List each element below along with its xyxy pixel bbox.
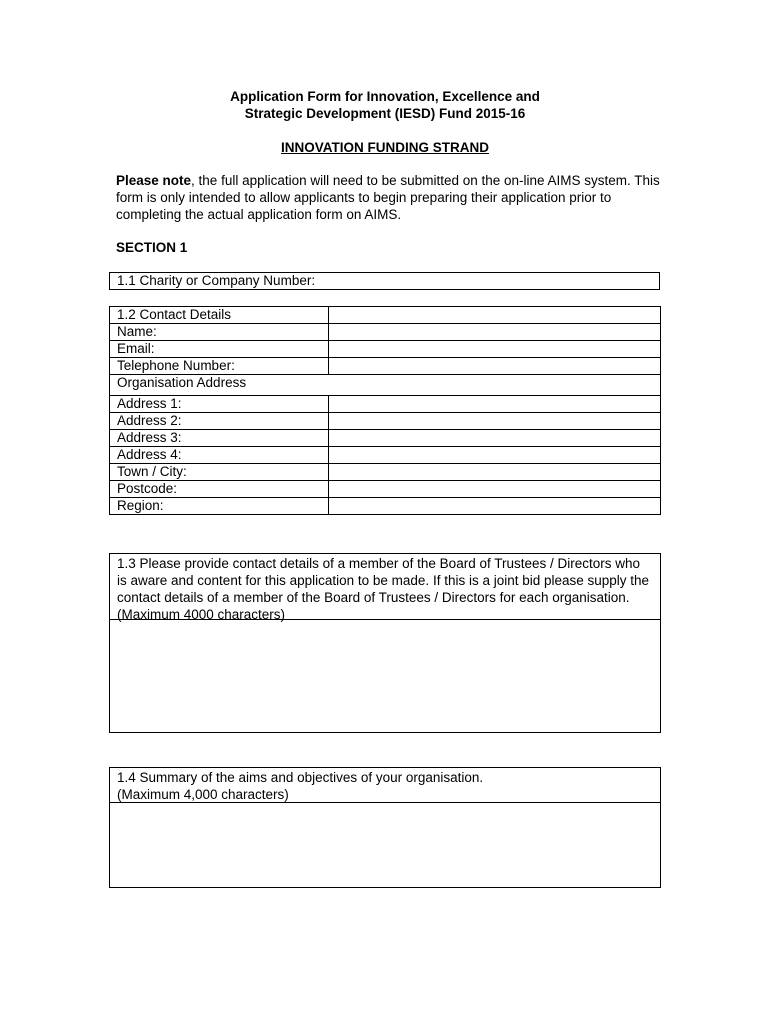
form-title <box>0 88 770 122</box>
town-city-field[interactable] <box>329 464 661 481</box>
address4-field[interactable] <box>329 447 661 464</box>
organisation-address-heading: Organisation Address <box>110 375 661 396</box>
region-label: Region: <box>110 498 329 515</box>
town-city-label: Town / City: <box>110 464 329 481</box>
form-title-line1: Application Form for Innovation, Excellence and <box>230 89 540 104</box>
address2-field[interactable] <box>329 413 661 430</box>
note-text: , the full application will need to be submitted on the on-line AIMS system. This form is only intended to allow applicants to begin preparing their application prior to completing the actual application form on AIMS. <box>116 173 660 222</box>
funding-strand-heading: INNOVATION FUNDING STRAND <box>281 140 489 155</box>
aims-summary-question <box>110 768 660 803</box>
region-field[interactable] <box>329 498 661 515</box>
trustee-contact-question: 1.3 Please provide contact details of a member of the Board of Trustees / Directors who is aware and content for this application to be made. If this is a joint bid please supply the contact details of a member of the Board of Trustees / Directors for each organisation. (Maximum 4000 characters) <box>110 554 660 620</box>
aims-summary-answer-area[interactable] <box>110 803 660 887</box>
telephone-field[interactable] <box>329 358 661 375</box>
trustee-contact-box <box>109 553 661 733</box>
section-heading: SECTION 1 <box>116 240 188 255</box>
trustee-contact-answer-area[interactable] <box>110 620 660 730</box>
postcode-field[interactable] <box>329 481 661 498</box>
aims-summary-question-line2: (Maximum 4,000 characters) <box>117 787 289 802</box>
aims-summary-box <box>109 767 661 888</box>
address1-label: Address 1: <box>110 396 329 413</box>
note-bold: Please note <box>116 173 192 188</box>
address3-field[interactable] <box>329 430 661 447</box>
email-field[interactable] <box>329 341 661 358</box>
contact-details-table <box>109 306 661 515</box>
charity-number-label: 1.1 Charity or Company Number: <box>117 273 316 288</box>
form-title-line2: Strategic Development (IESD) Fund 2015-16 <box>244 106 526 121</box>
name-field[interactable] <box>329 324 661 341</box>
address1-field[interactable] <box>329 396 661 413</box>
address4-label: Address 4: <box>110 447 329 464</box>
contact-details-heading: 1.2 Contact Details <box>110 307 329 324</box>
telephone-label: Telephone Number: <box>110 358 329 375</box>
postcode-label: Postcode: <box>110 481 329 498</box>
note-paragraph <box>116 172 661 223</box>
aims-summary-question-line1: 1.4 Summary of the aims and objectives of your organisation. <box>117 770 484 785</box>
address3-label: Address 3: <box>110 430 329 447</box>
email-label: Email: <box>110 341 329 358</box>
address2-label: Address 2: <box>110 413 329 430</box>
charity-number-field[interactable] <box>109 272 660 290</box>
contact-details-heading-cell <box>329 307 661 324</box>
name-label: Name: <box>110 324 329 341</box>
